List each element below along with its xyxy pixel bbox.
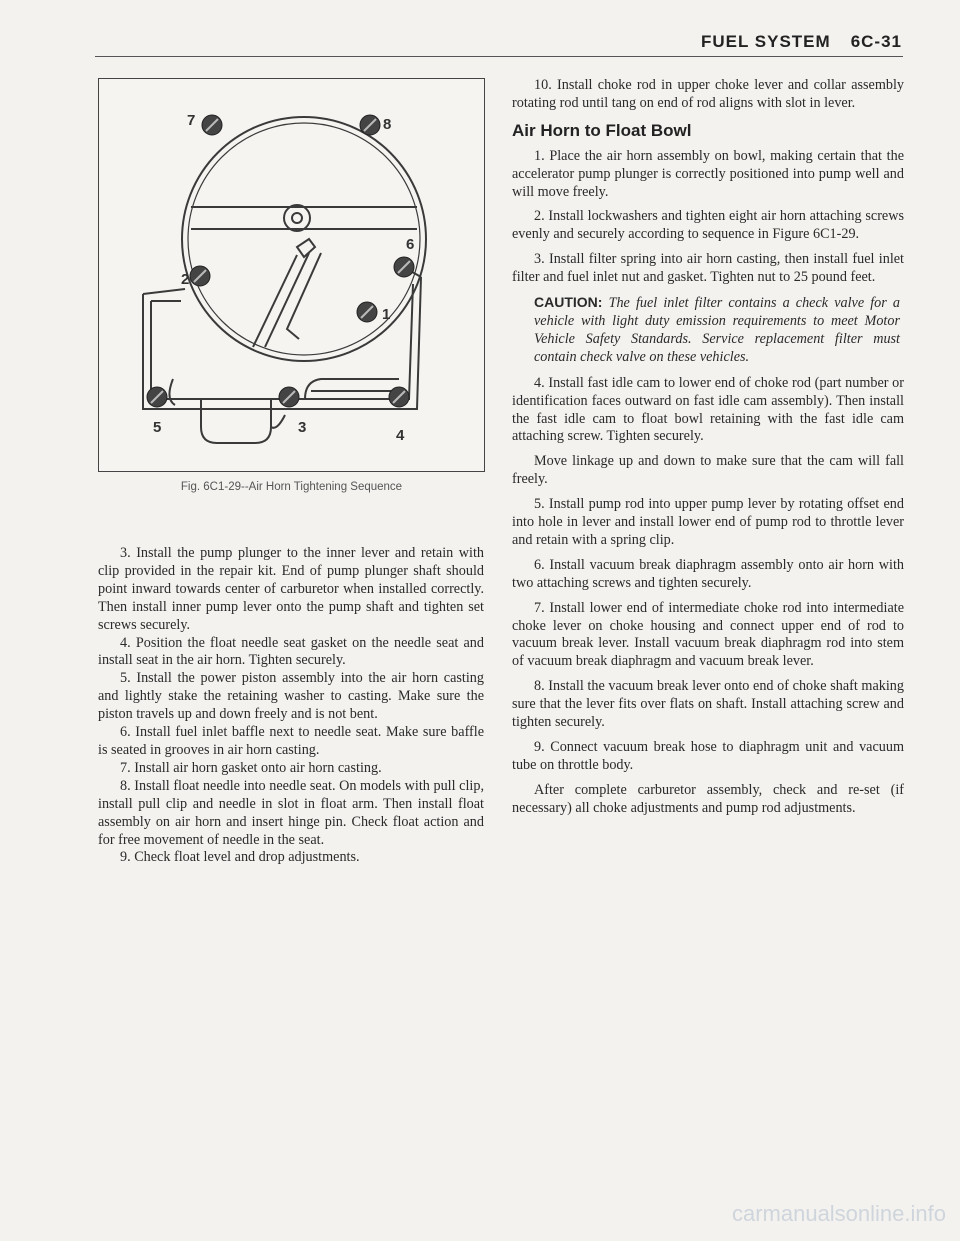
paragraph: 8. Install the vacuum break lever onto end of choke shaft making sure that the lever fits over flats on shaft. Install attaching screw and tighten securely. xyxy=(512,678,904,731)
paragraph: Move linkage up and down to make sure that the cam will fall freely. xyxy=(512,453,904,488)
sequence-label-7: 7 xyxy=(187,112,196,129)
section-heading: Air Horn to Float Bowl xyxy=(512,120,692,140)
page-header xyxy=(701,32,902,52)
caution-note xyxy=(534,294,900,367)
sequence-label-3: 3 xyxy=(298,419,307,436)
paragraph: 2. Install lockwashers and tighten eight air horn attaching screws evenly and securely according to sequence in Figure 6C1-29. xyxy=(512,208,904,243)
sequence-label-6: 6 xyxy=(406,236,415,253)
watermark: carmanualsonline.info xyxy=(731,1201,946,1226)
page-number: 6C-31 xyxy=(850,32,902,51)
sequence-label-4: 4 xyxy=(396,427,405,444)
paragraph: 5. Install pump rod into upper pump lever by rotating offset end into hole in lever and install lower end of pump rod to throttle lever and retain with a spring clip. xyxy=(512,496,904,548)
caution-label: CAUTION: xyxy=(534,294,603,311)
paragraph: After complete carburetor assembly, check and re-set (if necessary) all choke adjustments and pump rod adjustments. xyxy=(512,781,904,816)
paragraph: 10. Install choke rod in upper choke lever and collar assembly rotating rod until tang on end of rod aligns with slot in lever. xyxy=(512,77,904,111)
sequence-label-2: 2 xyxy=(181,271,190,288)
left-column xyxy=(98,545,484,867)
paragraph: 9. Connect vacuum break hose to diaphragm unit and vacuum tube on throttle body. xyxy=(512,739,904,773)
section-title: FUEL SYSTEM xyxy=(700,32,831,51)
paragraph: 6. Install vacuum break diaphragm assembly onto air horn with two attaching screws and tighten securely. xyxy=(512,556,904,591)
paragraph: 8. Install float needle into needle seat. On models with pull clip, install pull clip and needle in slot in float arm. Then install float assembly on air horn and insert hinge pin. Check float action and for free movement of needle in the seat. xyxy=(98,777,484,848)
paragraph: 4. Install fast idle cam to lower end of choke rod (part number or identification faces outward on fast idle cam assembly). Then install the fast idle cam to float bowl retaining with the fast idle cam attaching screw. Tighten securely. xyxy=(512,374,904,445)
paragraph: 7. Install lower end of intermediate choke rod into intermediate choke lever on choke housing and connect upper end of rod to vacuum break lever. Install vacuum break diaphragm rod into stem of vacuum break diaphragm and vacuum break lever. xyxy=(512,599,904,670)
paragraph: 3. Install filter spring into air horn casting, then install fuel inlet filter and fuel inlet nut and gasket. Tighten nut to 25 pound feet. xyxy=(512,251,904,286)
paragraph: 6. Install fuel inlet baffle next to needle seat. Make sure baffle is seated in grooves in air horn casting. xyxy=(98,724,484,758)
sequence-label-1: 1 xyxy=(382,306,391,323)
sequence-label-5: 5 xyxy=(153,419,162,436)
paragraph: 3. Install the pump plunger to the inner lever and retain with clip provided in the repair kit. End of pump plunger shaft should point inward towards center of carburetor when installed correctly. Then install inner pump lever onto the pump shaft and tighten set screws securely. xyxy=(98,545,484,633)
paragraph: 9. Check float level and drop adjustments. xyxy=(120,849,360,866)
paragraph: 7. Install air horn gasket onto air horn casting. xyxy=(120,759,382,776)
paragraph: 1. Place the air horn assembly on bowl, making certain that the accelerator pump plunger is correctly positioned into pump well and will move freely. xyxy=(512,147,904,200)
paragraph: 4. Position the float needle seat gasket on the needle seat and install seat in the air horn. Tighten securely. xyxy=(98,634,484,669)
paragraph: 5. Install the power piston assembly into the air horn casting and lightly stake the retaining washer to casting. Make sure the piston travels up and down freely and is not bent. xyxy=(98,670,484,723)
header-rule xyxy=(95,56,903,57)
sequence-label-8: 8 xyxy=(383,116,392,133)
figure-caption: Fig. 6C1-29--Air Horn Tightening Sequence xyxy=(180,481,403,493)
air-horn-drawing xyxy=(99,79,484,471)
caution-text: The fuel inlet filter contains a check valve for a vehicle with light duty emission requirements to meet Motor Vehicle Safety Standards. Service replacement filter must contain check valve on these vehicles. xyxy=(534,295,901,365)
right-column xyxy=(512,77,904,825)
air-horn-diagram xyxy=(98,78,485,472)
